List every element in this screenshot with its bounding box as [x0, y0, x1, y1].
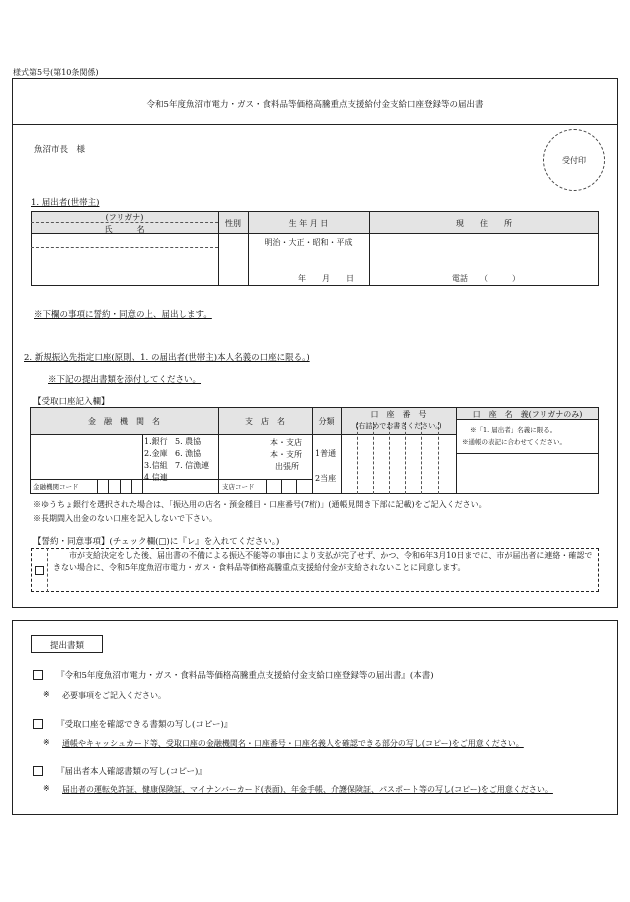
branch-type-office: 本・支所 — [270, 450, 302, 459]
gender-header: 性別 — [225, 219, 241, 228]
col-account-header: 口 座 番 号 — [370, 410, 427, 419]
note-dormant: ※長期間入出金のない口座を記入しないで下さい。 — [33, 514, 217, 523]
phone-label: 電話 （ ） — [452, 274, 520, 283]
form-title: 令和5年度魚沼市電力・ガス・食料品等価格高騰重点支援給付金支給口座登録等の届出書 — [146, 100, 484, 110]
pledge-checkbox[interactable] — [35, 566, 44, 575]
doc-label-1: 『令和5年度魚沼市電力・ガス・食料品等価格高騰重点支援給付金支給口座登録等の届出書』(本書) — [56, 671, 434, 681]
form-number: 様式第5号(第10条関係) — [13, 68, 99, 77]
doc-label-2: 『受取口座を確認できる書類の写し(コピー)』 — [56, 720, 233, 730]
doc-label-3: 『届出者本人確認書類の写し(コピー)』 — [56, 767, 207, 777]
furigana-header: (フリガナ) — [105, 213, 144, 222]
holder-note-1: ※「1. 届出者」名義に限る。 — [470, 426, 557, 434]
section1-heading: 1. 届出者(世帯主) — [31, 198, 100, 208]
account-type-current: 2当座 — [315, 474, 337, 483]
bank-type-6: 6. 漁協 — [175, 449, 202, 458]
documents-heading: 提出書類 — [49, 641, 84, 651]
branch-code-label: 支店コード — [222, 483, 255, 491]
col-holder-header: 口 座 名 義(フリガナのみ) — [472, 410, 583, 419]
agreement-note: ※下欄の事項に誓約・同意の上、届出します。 — [34, 310, 212, 320]
doc-note-1: 必要事項をご記入ください。 — [62, 691, 166, 700]
name-header: 氏 名 — [104, 225, 145, 234]
doc-checkbox-1[interactable] — [33, 670, 43, 680]
attach-note: ※下記の提出書類を添付してください。 — [48, 375, 202, 385]
bank-type-4: 4.信連 — [144, 473, 168, 482]
stamp-label: 受付印 — [562, 156, 586, 165]
account-type-ordinary: 1普通 — [315, 449, 337, 458]
pledge-text: 市が支給決定をした後、届出書の不備による振込不能等の事由により支払が完了せず、かつ、令和6年3月10日までに、市が届出者に連絡・確認できない場合に、令和5年度魚沼市電力・ガス・食料品等価格高騰重点支援給付金が支給されないことに同意します。 — [53, 551, 593, 572]
main-form-frame — [12, 78, 618, 608]
bank-type-7: 7. 信漁連 — [175, 461, 210, 470]
col-bank-header: 金 融 機 関 名 — [88, 417, 160, 426]
branch-type-sub: 出張所 — [275, 462, 299, 471]
note-yucho: ※ゆうちょ銀行を選択された場合は、「振込用の店名・預金種目・口座番号(7桁)」(通帳見開き下部に記載)をご記入ください。 — [33, 500, 487, 509]
section2-heading: 2. 新規振込先指定口座(原則、1. の届出者(世帯主)本人名義の口座に限る。) — [24, 353, 310, 363]
doc-note-mark-1: ※ — [43, 690, 50, 699]
doc-note-2: 通帳やキャッシュカード等、受取口座の金融機関名・口座番号・口座名義人を確認できる部分の写し(コピー)をご用意ください。 — [62, 739, 524, 748]
bank-type-1: 1.銀行 — [144, 437, 168, 446]
doc-note-mark-2: ※ — [43, 738, 50, 747]
bank-type-5: 5. 農協 — [175, 437, 202, 446]
addressee: 魚沼市長 様 — [34, 145, 86, 155]
doc-note-mark-3: ※ — [43, 784, 50, 793]
account-table-title: 【受取口座記入欄】 — [33, 397, 110, 407]
doc-note-3: 届出者の運転免許証、健康保険証、マイナンバーカード(表面)、年金手帳、介護保険証、パスポート等の写し(コピー)をご用意ください。 — [62, 785, 553, 794]
address-header: 現 住 所 — [456, 219, 512, 228]
bank-type-3: 3.信組 — [144, 461, 168, 470]
bank-code-label: 金融機関コード — [33, 483, 79, 491]
pledge-heading: 【誓約・同意事項】(チェック欄(□)に『レ』を入れてください。) — [33, 537, 280, 547]
date-units: 年 月 日 — [298, 274, 354, 283]
doc-checkbox-2[interactable] — [33, 719, 43, 729]
era-options: 明治・大正・昭和・平成 — [264, 238, 353, 247]
col-branch-header: 支 店 名 — [245, 417, 285, 426]
doc-checkbox-3[interactable] — [33, 766, 43, 776]
birthdate-header: 生 年 月 日 — [288, 219, 329, 228]
holder-note-2: ※通帳の表記に合わせてください。 — [462, 438, 566, 446]
col-type-header: 分類 — [318, 417, 335, 426]
bank-type-2: 2.金庫 — [144, 449, 168, 458]
branch-type-main: 本・支店 — [270, 438, 302, 447]
col-account-subheader: (右詰めでお書きください。) — [355, 422, 442, 430]
